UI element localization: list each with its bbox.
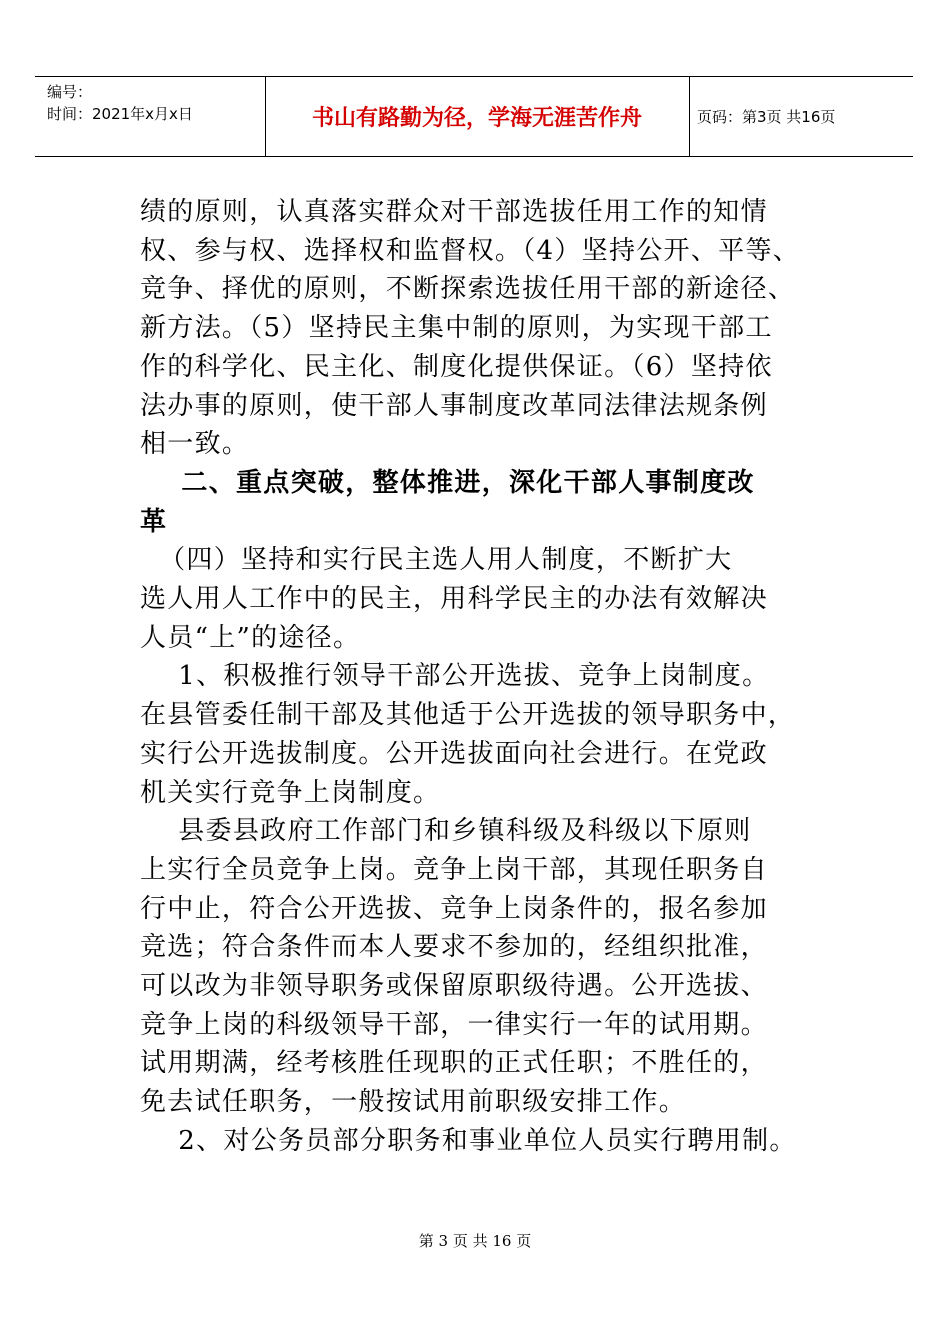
text-line: 2、对公务员部分职务和事业单位人员实行聘用制。: [140, 1125, 797, 1156]
text-line: 法办事的原则，使干部人事制度改革同法律法规条例: [140, 390, 768, 421]
text-line: 选人用人工作中的民主，用科学民主的办法有效解决: [140, 584, 768, 615]
time-label: 时间：2021年x月x日: [47, 105, 193, 123]
text-line: 权、参与权、选择权和监督权。（4）坚持公开、平等、: [140, 235, 801, 266]
text-line: 机关实行竞争上岗制度。: [140, 777, 441, 808]
text-line: 竞选；符合条件而本人要求不参加的，经组织批准，: [140, 932, 768, 963]
text-line: 在县管委任制干部及其他适于公开选拔的领导职务中，: [140, 700, 796, 731]
text-line: （四）坚持和实行民主选人用人制度，不断扩大: [140, 545, 733, 576]
text-line: 绩的原则，认真落实群众对干部选拔任用工作的知情: [140, 197, 768, 227]
document-body: [140, 193, 840, 1161]
section-heading: 革: [140, 506, 168, 537]
text-line: 上实行全员竞争上岗。竞争上岗干部，其现任职务自: [140, 854, 768, 885]
page-header: [35, 76, 913, 157]
text-line: 人员“上”的途径。: [140, 622, 361, 653]
text-line: 行中止，符合公开选拔、竞争上岗条件的，报名参加: [140, 893, 768, 924]
text-line: 1、积极推行领导干部公开选拔、竞争上岗制度。: [140, 661, 770, 692]
page-footer: 第 3 页 共 16 页: [418, 1232, 532, 1250]
text-line: 竞争、择优的原则，不断探索选拔任用干部的新途径、: [140, 274, 796, 305]
text-line: 免去试任职务，一般按试用前职级安排工作。: [140, 1087, 687, 1118]
header-meta: [47, 81, 193, 125]
number-label: 编号：: [47, 83, 93, 101]
section-heading: 二、重点突破，整体推进，深化干部人事制度改: [140, 467, 755, 498]
header-divider: [689, 77, 690, 156]
text-line: 新方法。（5）坚持民主集中制的原则，为实现干部工: [140, 313, 773, 344]
page-label: 页码：第3页 共16页: [697, 108, 836, 126]
text-line: 试用期满，经考核胜任现职的正式任职；不胜任的，: [140, 1048, 768, 1079]
text-line: 相一致。: [140, 429, 250, 460]
text-line: 县委县政府工作部门和乡镇科级及科级以下原则: [140, 816, 752, 847]
motto: 书山有路勤为径，学海无涯苦作舟: [311, 106, 642, 131]
text-line: 可以改为非领导职务或保留原职级待遇。公开选拔、: [140, 971, 768, 1002]
text-line: 作的科学化、民主化、制度化提供保证。（6）坚持依: [140, 351, 773, 382]
text-line: 竞争上岗的科级领导干部，一律实行一年的试用期。: [140, 1009, 768, 1040]
text-line: 实行公开选拔制度。公开选拔面向社会进行。在党政: [140, 738, 768, 769]
